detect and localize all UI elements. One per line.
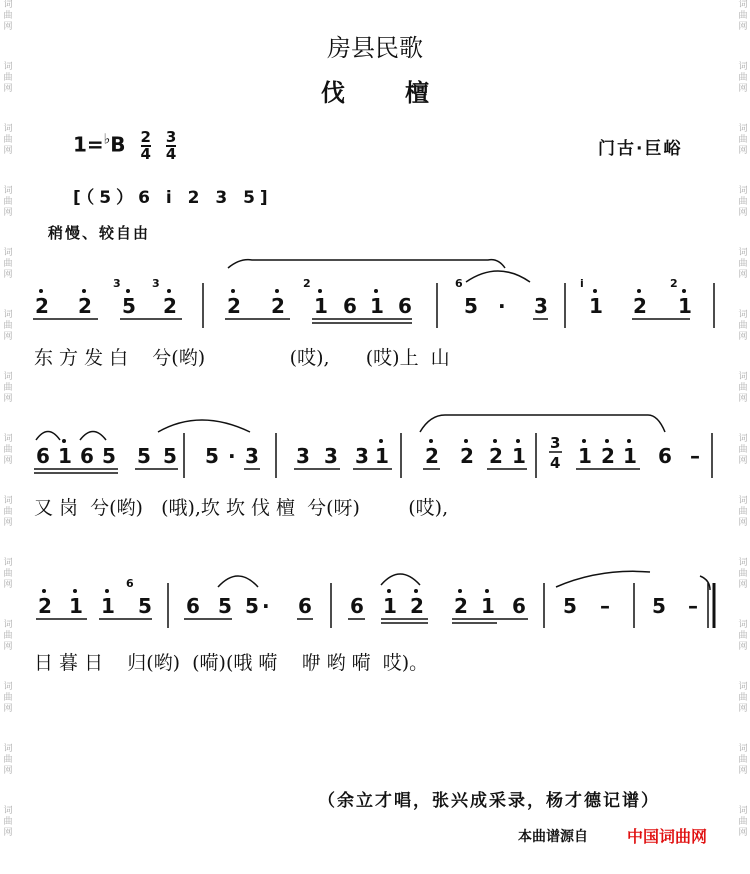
watermark-mark: 词 曲 网 [3, 310, 13, 342]
svg-text:6: 6 [512, 594, 526, 618]
lyric-line-2: 又 岗 兮(哟) (哦),坎 坎 伐 檀 兮(呀) (哎), [34, 497, 449, 519]
svg-text:6: 6 [126, 577, 134, 590]
song-title: 伐檀 [321, 78, 489, 107]
score-line-1 [33, 260, 714, 328]
watermark-mark: 词 曲 网 [3, 744, 13, 776]
svg-text:2: 2 [303, 277, 311, 290]
svg-text:·: · [228, 444, 236, 468]
svg-text:5: 5 [245, 594, 259, 618]
svg-text:2: 2 [670, 277, 678, 290]
svg-text:3: 3 [245, 444, 259, 468]
watermark-mark: 词 曲 网 [738, 496, 748, 528]
svg-text:1: 1 [375, 444, 389, 468]
flat-sign: ♭ [103, 131, 111, 148]
svg-text:1: 1 [314, 294, 328, 318]
watermark-mark: 词 曲 网 [738, 0, 748, 32]
grace-note: 3 [152, 277, 160, 290]
svg-text:1: 1 [678, 294, 692, 318]
svg-text:1: 1 [589, 294, 603, 318]
watermark-mark: 词 曲 网 [3, 496, 13, 528]
svg-text:2: 2 [38, 594, 52, 618]
lyric-line-3: 日 暮 日 归(哟) (嗬)(哦 嗬 咿 哟 嗬 哎)。 [34, 652, 429, 674]
watermark-mark: 词 曲 网 [738, 372, 748, 404]
svg-text:5: 5 [652, 594, 666, 618]
key-note: B [110, 132, 126, 157]
svg-text:3: 3 [324, 444, 338, 468]
grace-note: 3 [113, 277, 121, 290]
key-label: 1= [73, 132, 104, 157]
svg-text:–: – [688, 594, 698, 618]
svg-text:2: 2 [601, 444, 615, 468]
watermark-mark: 词 曲 网 [738, 806, 748, 838]
svg-text:–: – [690, 444, 700, 468]
svg-text:5: 5 [163, 444, 177, 468]
tempo-marking: 稍慢、较自由 [48, 224, 151, 242]
svg-text:5: 5 [218, 594, 232, 618]
svg-text:2: 2 [425, 444, 439, 468]
svg-text:3: 3 [550, 434, 561, 452]
watermark-mark: 词 曲 网 [3, 434, 13, 466]
svg-text:i: i [580, 277, 584, 290]
watermark-mark: 词 曲 网 [738, 620, 748, 652]
svg-text:1: 1 [370, 294, 384, 318]
meter-3-4: $\frac{3}{4}$ [165, 128, 177, 163]
svg-text:1: 1 [481, 594, 495, 618]
svg-text:1: 1 [623, 444, 637, 468]
svg-text:2: 2 [454, 594, 468, 618]
note: 5 [122, 294, 136, 318]
svg-text:2: 2 [489, 444, 503, 468]
credits: （余立才唱，张兴成采录，杨才德记谱） [318, 791, 660, 811]
svg-text:5: 5 [137, 444, 151, 468]
svg-text:5: 5 [138, 594, 152, 618]
svg-text:6: 6 [455, 277, 463, 290]
mode-label: 门古·巨峪 [598, 139, 683, 159]
score-line-3 [36, 571, 714, 628]
watermark-mark: 词 曲 网 [3, 682, 13, 714]
score-line-2 [34, 415, 712, 478]
meter-2-4: $\frac{2}{4}$ [140, 128, 151, 163]
watermark-mark: 词 曲 网 [3, 0, 13, 32]
watermark-mark: 词 曲 网 [3, 186, 13, 218]
svg-text:1: 1 [512, 444, 526, 468]
watermark-mark: 词 曲 网 [3, 248, 13, 280]
intro-phrase: [（5）6 i 2 3 5] [73, 188, 273, 208]
svg-text:2: 2 [460, 444, 474, 468]
svg-text:3: 3 [296, 444, 310, 468]
svg-text:6: 6 [298, 594, 312, 618]
svg-text:2: 2 [410, 594, 424, 618]
source-site-link[interactable]: 中国词曲网 [627, 827, 708, 846]
watermark-mark: 词 曲 网 [738, 62, 748, 94]
svg-text:–: – [600, 594, 610, 618]
watermark-mark: 词 曲 网 [738, 186, 748, 218]
svg-text:3: 3 [534, 294, 548, 318]
svg-text:6: 6 [658, 444, 672, 468]
note: 2 [163, 294, 177, 318]
svg-text:6: 6 [186, 594, 200, 618]
svg-text:5: 5 [205, 444, 219, 468]
subtitle: 房县民歌 [327, 34, 423, 62]
lyric-line-1: 东 方 发 白 兮(哟) (哎), (哎)上 山 [34, 347, 450, 369]
watermark-mark: 词 曲 网 [738, 248, 748, 280]
watermark-mark: 词 曲 网 [738, 744, 748, 776]
svg-text:6: 6 [350, 594, 364, 618]
svg-text:1: 1 [58, 444, 72, 468]
watermark-mark: 词 曲 网 [3, 124, 13, 156]
note: 2 [35, 294, 49, 318]
watermark-mark: 词 曲 网 [3, 558, 13, 590]
svg-text:·: · [262, 594, 270, 618]
svg-text:6: 6 [398, 294, 412, 318]
svg-text:1: 1 [383, 594, 397, 618]
svg-text:·: · [498, 294, 506, 318]
svg-text:5: 5 [102, 444, 116, 468]
watermark-mark: 词 曲 网 [3, 62, 13, 94]
svg-text:2: 2 [633, 294, 647, 318]
watermark-mark: 词 曲 网 [3, 620, 13, 652]
watermark-mark: 词 曲 网 [738, 558, 748, 590]
watermark-mark: 词 曲 网 [738, 434, 748, 466]
watermark-mark: 词 曲 网 [3, 372, 13, 404]
watermark-mark: 词 曲 网 [738, 310, 748, 342]
note: 2 [78, 294, 92, 318]
watermark-mark: 词 曲 网 [3, 806, 13, 838]
svg-text:4: 4 [550, 454, 561, 472]
svg-text:3: 3 [355, 444, 369, 468]
svg-text:2: 2 [227, 294, 241, 318]
svg-text:6: 6 [343, 294, 357, 318]
svg-text:2: 2 [271, 294, 285, 318]
watermark-mark: 词 曲 网 [738, 682, 748, 714]
svg-text:6: 6 [36, 444, 50, 468]
svg-text:6: 6 [80, 444, 94, 468]
svg-text:5: 5 [563, 594, 577, 618]
svg-text:1: 1 [101, 594, 115, 618]
source-label: 本曲谱源自 [518, 829, 588, 845]
svg-text:1: 1 [69, 594, 83, 618]
svg-text:5: 5 [464, 294, 478, 318]
svg-text:1: 1 [578, 444, 592, 468]
watermark-mark: 词 曲 网 [738, 124, 748, 156]
